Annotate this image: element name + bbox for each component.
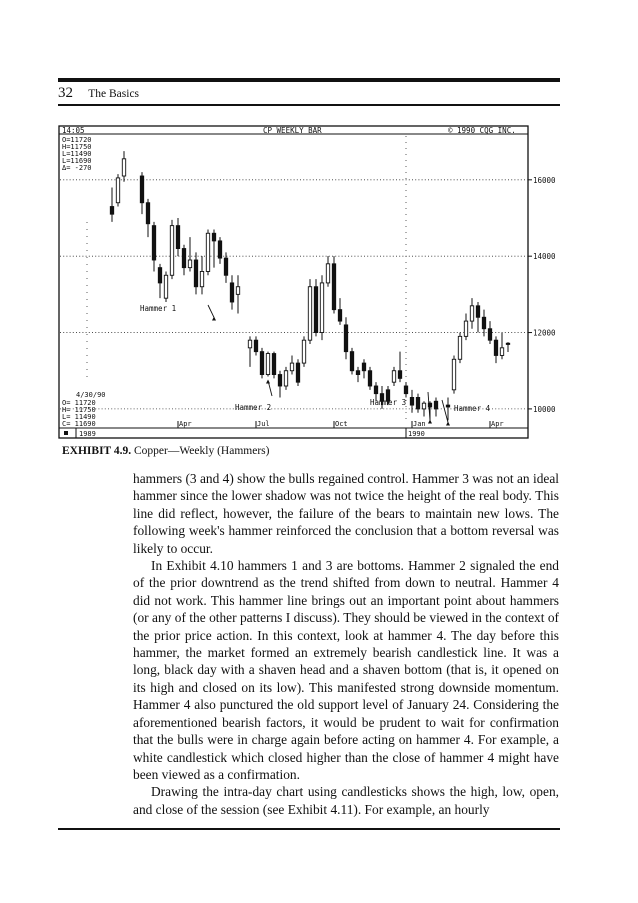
annotation-pointer — [442, 400, 448, 422]
candle-body-black — [362, 363, 365, 371]
candle-body-white — [170, 226, 173, 276]
ohlc-bottom-line: L= 11490 — [62, 413, 96, 421]
candle-body-black — [182, 249, 185, 268]
candle-body-black — [212, 233, 215, 241]
candle-body-black — [314, 287, 317, 333]
annotation-arrowhead — [266, 379, 270, 383]
ohlc-bottom-block — [62, 391, 106, 428]
page-header — [58, 85, 139, 102]
y-tick-label: 16000 — [533, 175, 556, 185]
footer-rule — [58, 828, 560, 830]
ohlc-bottom-line: H= 11750 — [62, 406, 96, 414]
annotation-pointer — [208, 305, 214, 317]
y-tick-label: 12000 — [533, 328, 556, 338]
ohlc-top-line: Δ= -270 — [62, 164, 92, 172]
paragraph: hammers (3 and 4) show the bulls regained control. Hammer 3 was not an ideal hammer since the lower shadow was not twice the height of the real body. This line did reflect, however, the failure of the bears to maintain new lows. The following week's hammer reinforced the conclusion that a bottom reversal was likely to occur. — [133, 471, 559, 556]
candle-body-black — [374, 386, 377, 394]
month-label: Jul — [257, 420, 270, 428]
ohlc-top-line: L=11490 — [62, 150, 92, 158]
candle-body-white — [320, 283, 323, 333]
ohlc-top-line: L=11690 — [62, 157, 92, 165]
candle-body-white — [308, 287, 311, 340]
ohlc-top-line: O=11720 — [62, 136, 92, 144]
candle-body-black — [434, 401, 437, 409]
candle-body-white — [464, 321, 467, 336]
candle-body-white — [458, 336, 461, 359]
candle-body-black — [488, 329, 491, 340]
candle-body-black — [416, 397, 419, 408]
top-rule — [58, 78, 560, 82]
candle-body-white — [266, 354, 269, 375]
candlesticks — [110, 151, 509, 420]
candle-body-black — [506, 343, 509, 344]
y-tick-label: 14000 — [533, 252, 556, 262]
candle-body-black — [446, 405, 449, 407]
annotation-label: Hammer 1 — [140, 304, 177, 313]
candle-body-white — [164, 275, 167, 298]
paragraph: In Exhibit 4.10 hammers 1 and 3 are bottoms. Hammer 2 signaled the end of the prior downtrend as the trend shifted from down to neutral. Hammer 4 did not work. This hammer line brings out an important point about hammers (or any of the other patterns I discuss). They should be viewed in the context of the prior price action. In this context, look at hammer 4. The day before this hammer, the market formed an extremely bearish candlestick line. It was a long, black day with a shaven head and a shaven bottom (that is, it opened on its high and closed on its low). This manifested strong downside momentum. Hammer 4 also punctured the old support level of January 24. Considering the aforementioned bearish factors, it would be prudent to wait for confirmation that the bulls were in charge again before acting on hammer 4. For example, a white candlestick which closed higher than the close of hammer 4 might have been viewed as a confirmation. — [133, 558, 559, 782]
candle-body-black — [110, 207, 113, 215]
paragraph: Drawing the intra-day chart using candlesticks shows the high, low, open, and close of the session (see Exhibit 4.11). For example, an hourly — [133, 784, 559, 817]
candle-body-black — [482, 317, 485, 328]
exhibit-number: EXHIBIT 4.9. — [62, 445, 132, 457]
candle-body-white — [236, 287, 239, 295]
gridlines — [60, 136, 528, 422]
chart-title: CP WEEKLY BAR — [263, 126, 322, 135]
candle-body-black — [338, 310, 341, 321]
annotation-arrowhead — [428, 420, 432, 424]
candle-body-black — [410, 397, 413, 405]
year-label: 1990 — [408, 430, 425, 438]
candle-body-white — [284, 371, 287, 386]
ohlc-top-line: H=11750 — [62, 143, 92, 151]
ohlc-top-block — [62, 136, 92, 172]
candle-body-white — [452, 359, 455, 390]
chart-frame — [59, 126, 528, 438]
y-tick-label: 10000 — [533, 404, 556, 414]
candle-body-black — [146, 203, 149, 224]
running-head: The Basics — [88, 88, 140, 100]
page-number: 32 — [58, 85, 73, 101]
annotation-arrowhead — [446, 421, 450, 425]
exhibit-title: Copper—Weekly (Hammers) — [134, 445, 270, 457]
body-text — [133, 470, 559, 818]
annotation-label: Hammer 2 — [235, 403, 272, 412]
annotation-label: Hammer 4 — [454, 404, 491, 413]
candle-body-black — [368, 371, 371, 386]
month-label: Apr — [491, 420, 504, 428]
candle-body-black — [272, 354, 275, 375]
candle-body-black — [356, 371, 359, 375]
candle-body-white — [500, 348, 503, 356]
candle-body-white — [188, 260, 191, 268]
candle-body-black — [152, 226, 155, 260]
candle-body-white — [122, 159, 125, 176]
ohlc-bottom-line: O= 11720 — [62, 399, 96, 407]
candle-body-white — [290, 363, 293, 371]
candle-body-black — [278, 375, 281, 386]
candle-body-white — [422, 403, 425, 409]
candle-body-black — [344, 325, 347, 352]
month-label: Apr — [179, 420, 192, 428]
candle-body-black — [194, 260, 197, 287]
year-label: 1989 — [79, 430, 96, 438]
candle-body-black — [494, 340, 497, 355]
copper-weekly-chart — [58, 122, 556, 440]
exhibit-caption — [62, 445, 269, 457]
chart-time: 14:05 — [62, 126, 85, 135]
x-axis-labels — [79, 420, 504, 438]
month-label: Oct — [335, 420, 348, 428]
annotation-label: Hammer 3 — [370, 398, 407, 407]
candle-body-white — [248, 340, 251, 348]
candle-body-black — [260, 352, 263, 375]
candle-body-white — [206, 233, 209, 271]
candle-body-white — [116, 178, 119, 203]
year-marker — [64, 431, 68, 435]
candle-body-black — [476, 306, 479, 317]
candle-body-black — [350, 352, 353, 371]
y-axis-ticks — [528, 176, 556, 414]
candle-body-black — [140, 176, 143, 203]
header-rule — [58, 104, 560, 106]
candle-body-white — [392, 371, 395, 382]
candle-body-black — [218, 241, 221, 258]
candle-body-black — [296, 363, 299, 382]
candle-body-black — [404, 386, 407, 394]
candle-body-black — [254, 340, 257, 351]
candle-body-black — [332, 264, 335, 310]
candle-body-white — [470, 306, 473, 321]
candle-body-white — [326, 264, 329, 283]
ohlc-bottom-line: C= 11690 — [62, 420, 96, 428]
candle-body-black — [176, 226, 179, 249]
month-label: Jan — [413, 420, 426, 428]
candle-body-black — [224, 258, 227, 275]
candle-body-black — [158, 268, 161, 283]
candle-body-white — [302, 340, 305, 363]
candle-body-black — [398, 371, 401, 379]
candle-body-black — [230, 283, 233, 302]
candle-body-white — [200, 271, 203, 286]
annotation-arrowhead — [212, 316, 216, 320]
chart-copyright: © 1990 CQG INC. — [448, 126, 516, 135]
ohlc-bottom-line: 4/30/90 — [76, 391, 106, 399]
